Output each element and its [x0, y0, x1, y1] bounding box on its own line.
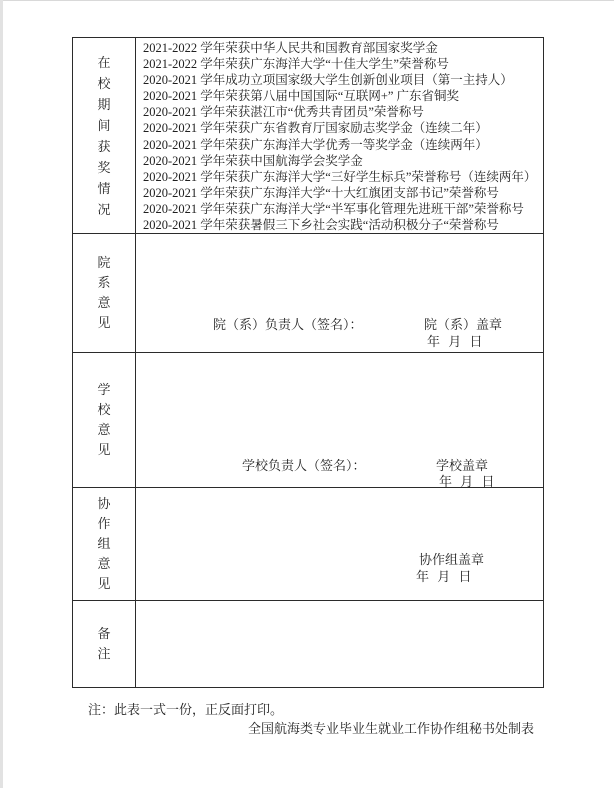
- award-item: 2020-2021 学年荣获中国航海学会奖学金: [143, 153, 363, 168]
- awards-row-header: 在校期间获奖情况: [97, 54, 111, 217]
- award-item: 2020-2021 学年荣获湛江市“优秀共青团员”荣誉称号: [143, 105, 424, 120]
- department-opinion-header: 院系意见: [97, 255, 111, 330]
- group-opinion-row: [73, 488, 543, 601]
- department-stamp-label: 院（系）盖章: [424, 317, 503, 332]
- remarks-header: 备注: [97, 626, 111, 661]
- group-opinion-content: [136, 488, 543, 600]
- form-table: [72, 37, 544, 688]
- group-opinion-header-cell: [73, 488, 136, 600]
- school-sign-label: 学校负责人（签名）：: [242, 458, 366, 473]
- awards-row-header-cell: [73, 38, 136, 233]
- school-opinion-content: [136, 353, 543, 487]
- department-opinion-header-cell: [73, 234, 136, 352]
- award-item: 2020-2021 学年荣获广东海洋大学优秀一等奖学金（连续两年）: [143, 137, 488, 152]
- group-date-label: 年 月 日: [416, 569, 472, 584]
- remarks-content: [136, 601, 543, 687]
- award-item: 2020-2021 学年成功立项国家级大学生创新创业项目（第一主持人）: [143, 73, 513, 88]
- prepared-by-credit: 全国航海类专业毕业生就业工作协作组秘书处制表: [248, 721, 535, 736]
- school-opinion-header-cell: [73, 353, 136, 487]
- page-left-edge: [0, 0, 3, 788]
- page-top-edge: [0, 0, 614, 1]
- award-item: 2021-2022 学年荣获中华人民共和国教育部国家奖学金: [143, 41, 438, 55]
- department-date-label: 年 月 日: [427, 334, 483, 349]
- school-date-label: 年 月 日: [439, 474, 495, 489]
- school-opinion-row: [73, 353, 543, 488]
- group-stamp-label: 协作组盖章: [419, 552, 485, 567]
- award-item: 2020-2021 学年荣获广东海洋大学“十大红旗团支部书记”荣誉称号: [143, 185, 499, 200]
- award-item: 2021-2022 学年荣获广东海洋大学“十佳大学生”荣誉称号: [143, 57, 449, 72]
- remarks-header-cell: [73, 601, 136, 687]
- remarks-row: [73, 601, 543, 687]
- award-item: 2020-2021 学年荣获广东海洋大学“三好学生标兵”荣誉称号（连续两年）: [143, 169, 537, 184]
- award-item: 2020-2021 学年荣获广东海洋大学“半军事化管理先进班干部”荣誉称号: [143, 201, 524, 216]
- school-stamp-label: 学校盖章: [436, 458, 489, 473]
- group-opinion-header: 协作组意见: [97, 496, 111, 591]
- award-item: 2020-2021 学年荣获第八届中国国际“互联网+” 广东省铜奖: [143, 89, 460, 104]
- department-opinion-row: [73, 234, 543, 353]
- awards-row: [73, 38, 543, 234]
- award-item: 2020-2021 学年荣获暑假三下乡社会实践“活动积极分子“荣誉称号: [143, 218, 499, 233]
- footnote: 注：此表一式一份，正反面打印。: [88, 702, 284, 717]
- school-opinion-header: 学校意见: [97, 382, 111, 457]
- award-item: 2020-2021 学年荣获广东省教育厅国家励志奖学金（连续二年）: [143, 121, 488, 136]
- department-opinion-content: [136, 234, 543, 352]
- department-sign-label: 院（系）负责人（签名）：: [213, 317, 363, 332]
- awards-list: [136, 38, 543, 233]
